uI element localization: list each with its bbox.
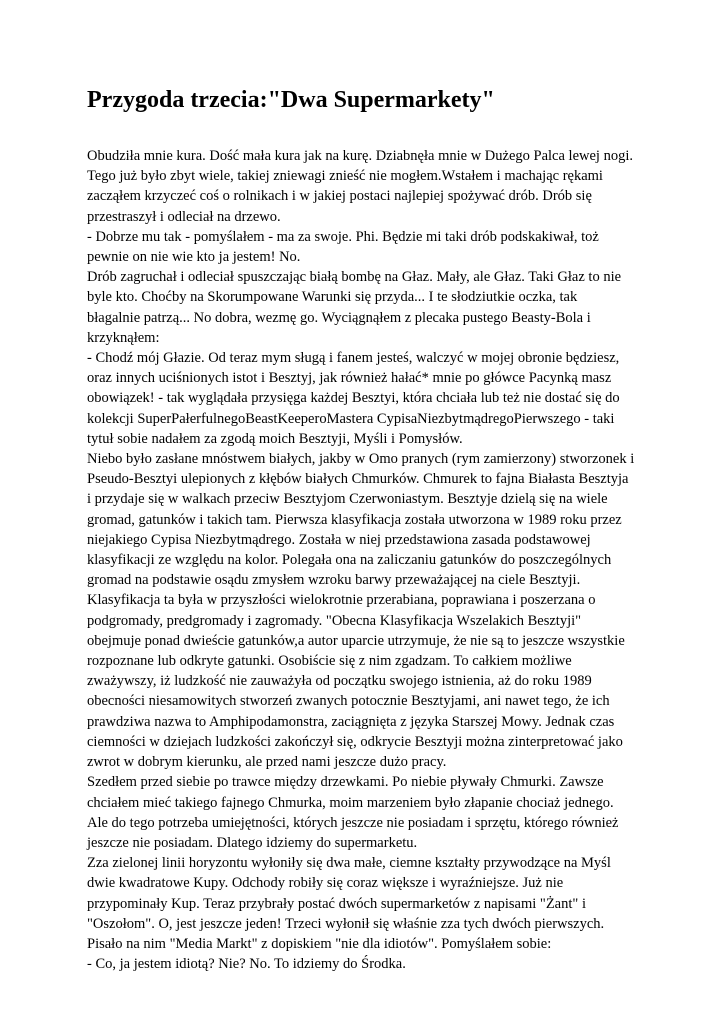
body-text-line: Niebo było zasłane mnóstwem białych, jakby w Omo pranych (rym zamierzony) stworzonek i: [87, 451, 635, 468]
body-text-line: krzyknąłem:: [87, 329, 160, 346]
body-text-line: gromad, gatunków i takich tam. Pierwsza klasyfikacja została utworzona w 1989 roku przez: [87, 511, 622, 528]
body-text-line: - Dobrze mu tak - pomyślałem - ma za swoje. Phi. Będzie mi taki drób podskakiwał, toż: [87, 228, 599, 245]
body-text-line: byle kto. Choćby na Skorumpowane Warunki się przyda... I te słodziutkie oczka, tak: [87, 289, 578, 306]
body-text-line: zwrot w dobrym kierunku, ale przed nami jeszcze dużo pracy.: [87, 754, 447, 771]
body-text-line: pewnie on nie wie kto ja jestem! No.: [87, 249, 301, 266]
body-text-line: przypominały Kup. Teraz przybrały postać dwóch supermarketów z napisami "Żant" i: [87, 895, 586, 912]
body-text-line: zważywszy, iż ludzkość nie zauważyła od początku swojego istnienia, aż do roku 1989: [87, 673, 592, 690]
body-text-line: - Co, ja jestem idiotą? Nie? No. To idziemy do Środka.: [87, 956, 406, 973]
body-text-line: błagalnie patrzą... No dobra, wezmę go. Wyciągnąłem z plecaka pustego Beasty-Bola i: [87, 309, 591, 326]
body-text-line: Szedłem przed siebie po trawce między drzewkami. Po niebie pływały Chmurki. Zawsze: [87, 774, 604, 791]
body-text-line: obecności niesamowitych stworzeń zwanych potocznie Besztyjami, ani nawet tego, że ich: [87, 693, 610, 710]
body-text-line: Klasyfikacja ta była w przyszłości wielokrotnie przerabiana, poprawiana i poszerzana o: [87, 592, 596, 609]
body-text-line: obowiązek! - tak wyglądała przysięga każdej Besztyi, która chciała lub też nie dostać się do: [87, 390, 620, 407]
document-title: Przygoda trzecia:"Dwa Supermarkety": [87, 87, 495, 113]
body-text-line: podgromady, predgromady i zagromady. "Obecna Klasyfikacja Wszelakich Besztyji": [87, 612, 582, 629]
body-text-line: przestraszył i odleciał na drzewo.: [87, 208, 281, 225]
body-text-line: jeszcze nie posiadam. Dlatego idziemy do supermarketu.: [87, 834, 418, 851]
body-text-line: chciałem mieć takiego fajnego Chmurka, moim marzeniem było złapanie chociaż jednego.: [87, 794, 614, 811]
body-text-line: zacząłem krzyczeć coś o rolnikach i w jakiej postaci najlepiej spożywać drób. Drób się: [87, 188, 592, 205]
body-text-line: Tego już było zbyt wiele, takiej zniewagi znieść nie mogłem.Wstałem i machając rękami: [87, 168, 603, 185]
body-text-line: Drób zagruchał i odleciał spuszczając białą bombę na Głaz. Mały, ale Głaz. Taki Głaz to nie: [87, 269, 622, 286]
body-text-line: "Oszołom". O, jest jeszcze jeden! Trzeci wyłonił się właśnie zza tych dwóch pierwszych.: [87, 915, 605, 932]
body-text-line: - Chodź mój Głazie. Od teraz mym sługą i fanem jesteś, walczyć w mojej obronie będziesz,: [87, 350, 620, 367]
body-text-line: Obudziła mnie kura. Dość mała kura jak na kurę. Dziabnęła mnie w Dużego Palca lewej nogi.: [87, 148, 633, 164]
body-text-line: tytuł sobie nadałem za zgodą moich Besztyji, Myśli i Pomysłów.: [87, 430, 463, 447]
body-text-line: klasyfikacji ze względu na kolor. Polegała ona na zaliczaniu gatunków do poszczególnych: [87, 552, 612, 569]
body-text-line: Zza zielonej linii horyzontu wyłoniły się dwa małe, ciemne kształty przywodzące na Myśl: [87, 855, 611, 872]
body-text-line: kolekcji SuperPałerfulnegoBeastKeeperoMastera CypisaNiezbytmądregoPierwszego - taki: [87, 410, 615, 427]
body-text-line: ciemności w dziejach ludzkości zakończył się, odkrycie Besztyji można zinterpretować jako: [87, 733, 623, 750]
body-text-line: rozpoznane lub odkryte gatunki. Osobiście się z nim zgadzam. To całkiem możliwe: [87, 653, 572, 670]
body-text-line: Ale do tego potrzeba umiejętności, których jeszcze nie posiadam i sprzętu, którego również: [87, 814, 619, 831]
body-text-line: Pisało na nim "Media Markt" z dopiskiem "nie dla idiotów". Pomyślałem sobie:: [87, 935, 552, 952]
body-text-line: i przydaje się w walkach przeciw Besztyjom Czerwoniastym. Besztyje dzielą się na wiele: [87, 491, 608, 508]
document-body: [87, 146, 647, 974]
body-text-line: prawdziwa nazwa to Amphipodamonstra, zaciągnięta z języka Starszej Mowy. Jednak czas: [87, 713, 615, 730]
body-text-line: gromad na podstawie osądu zmysłem wzroku barwy przeważającej na ciele Besztyji.: [87, 572, 581, 589]
body-text-line: niejakiego Cypisa Niezbytmądrego. Została w niej przedstawiona zasada podstawowej: [87, 531, 591, 548]
body-text-line: Pseudo-Besztyi ulepionych z kłębów białych Chmurków. Chmurek to fajna Białasta Besztyja: [87, 471, 629, 488]
body-text-line: obejmuje ponad dwieście gatunków,a autor uparcie utrzymuje, że nie są to jeszcze wszystkie: [87, 632, 625, 649]
body-text-line: dwie kwadratowe Kupy. Odchody robiły się coraz większe i wyraźniejsze. Już nie: [87, 875, 564, 892]
body-text-line: oraz innych uciśnionych istot i Besztyj, jak również hałać* mnie po główce Pacynką masz: [87, 370, 612, 387]
